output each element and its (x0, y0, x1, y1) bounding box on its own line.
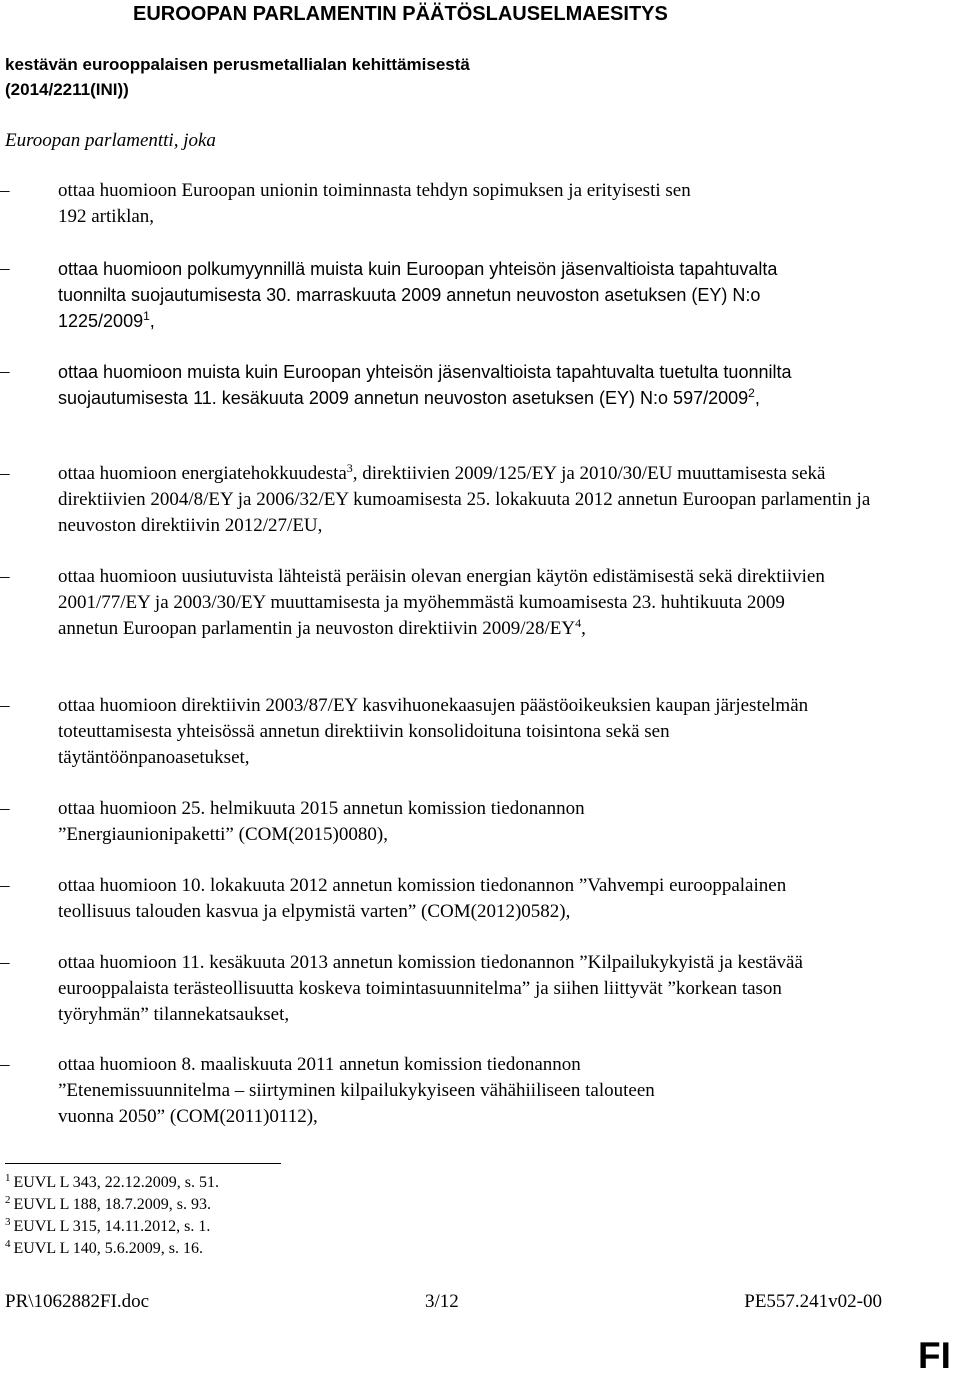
citation-item (0, 796, 860, 848)
dash-bullet: – (0, 566, 10, 587)
citation-body: ottaa huomioon energiatehokkuudesta (58, 463, 347, 484)
procedure-subject (5, 52, 625, 102)
citation-item (0, 873, 860, 925)
citation-line: ”Etenemissuunnitelma – siirtyminen kilpailukykyiseen vähähiiliseen talouteen (58, 1080, 655, 1101)
citation-body: ottaa huomioon muista kuin Euroopan yhteisön jäsenvaltioista tapahtuvalta tuetulta tuonnilta suojautumisesta 11. kesäkuuta 2009 annetun neuvoston asetuksen (EY) N:o 597/2009 (58, 362, 792, 408)
footnote-ref: 1 (143, 309, 150, 323)
citation-text: ottaa huomioon 10. lokakuuta 2012 annetun komission tiedonannon ”Vahvempi eurooppalainen teollisuus talouden kasvua ja elpymistä varten” (COM(2012)0582), (58, 875, 787, 922)
footnote-text: EUVL L 343, 22.12.2009, s. 51. (13, 1174, 219, 1191)
footnote (5, 1238, 219, 1260)
citation-body: , direktiivien 2009/125/EY ja 2010/30/EU muuttamisesta sekä direktiivien 2004/8/EY ja 2006/32/EY kumoamisesta 25. lokakuuta 2012 annetun Euroopan parlamentin ja neuvoston direktiivin 2012/27/EU, (58, 463, 871, 536)
page-title: EUROOPAN PARLAMENTIN PÄÄTÖSLAUSELMAESITYS (133, 3, 668, 25)
citation-end: , (581, 618, 586, 639)
footnote-text: EUVL L 140, 5.6.2009, s. 16. (13, 1240, 203, 1257)
dash-bullet: – (0, 258, 10, 279)
citation-text (58, 461, 873, 539)
footnote-ref: 4 (575, 616, 582, 630)
citation-line: ”Energiaunionipaketti” (COM(2015)0080), (58, 824, 388, 845)
dash-bullet: – (0, 695, 10, 716)
citation-body: ottaa huomioon uusiutuvista lähteistä peräisin olevan energian käytön edistämisestä sekä direktiivien 2001/77/EY ja 2003/30/EY muuttamisesta ja myöhemmästä kumoamisesta 23. huhtikuuta 2009 annetun Euroopan parlamentin ja neuvoston direktiivin 2009/28/EY (58, 566, 825, 639)
dash-bullet: – (0, 180, 10, 201)
dash-bullet: – (0, 463, 10, 484)
footnote-ref: 3 (346, 461, 353, 475)
footnote-number: 4 (5, 1238, 11, 1250)
language-code: FI (918, 1335, 951, 1376)
citation-item (0, 178, 860, 230)
citation-text: ottaa huomioon 11. kesäkuuta 2013 annetun komission tiedonannon ”Kilpailukykyistä ja kestävää eurooppalaista terästeollisuutta koskeva toimintasuunnitelma” ja siihen liittyvät ”korkean tason työryhmän” tilannekatsaukset, (58, 952, 803, 1025)
procedure-number: (2014/2211(INI)) (5, 80, 129, 99)
citation-item (0, 564, 860, 642)
footnote-number: 2 (5, 1194, 11, 1206)
citation-item (0, 461, 871, 539)
citation-text: ottaa huomioon direktiivin 2003/87/EY kasvihuonekaasujen päästöoikeuksien kaupan järjestelmän toteuttamisesta yhteisössä annetun direktiivin konsolidoituna toisintona sekä sen täytäntöönpanoasetukset, (58, 695, 809, 768)
citation-text (58, 359, 833, 411)
page-number: 3/12 (425, 1291, 459, 1312)
subject-title: kestävän eurooppalaisen perusmetallialan kehittämisestä (5, 55, 470, 74)
footnotes (5, 1172, 219, 1260)
footnote-text: EUVL L 315, 14.11.2012, s. 1. (13, 1218, 211, 1235)
document-reference: PR\1062882FI.doc (5, 1291, 150, 1312)
dash-bullet: – (0, 1054, 10, 1075)
citation-end: , (754, 388, 760, 408)
dash-bullet: – (0, 952, 10, 973)
citation-line: ottaa huomioon 8. maaliskuuta 2011 annetun komission tiedonannon (58, 1054, 581, 1075)
citation-line: ottaa huomioon Euroopan unionin toiminnasta tehdyn sopimuksen ja erityisesti sen (58, 180, 691, 201)
citation-item (0, 256, 860, 334)
citation-line: vuonna 2050” (COM(2011)0112), (58, 1106, 318, 1127)
footnote-number: 3 (5, 1216, 11, 1228)
citation-end: , (149, 311, 155, 331)
footnote (5, 1216, 219, 1238)
footnote-ref: 2 (748, 386, 755, 400)
citation-text (58, 256, 803, 334)
intro-text: Euroopan parlamentti, joka (5, 130, 216, 151)
dash-bullet: – (0, 798, 10, 819)
citation-item (0, 359, 860, 411)
citation-body: ottaa huomioon polkumyynnillä muista kuin Euroopan yhteisön jäsenvaltioista tapahtuvalta tuonnilta suojautumisesta 30. marraskuuta 2009 annetun neuvoston asetuksen (EY) N:o 1225/2009 (58, 259, 778, 331)
footnote-number: 1 (5, 1172, 11, 1184)
pe-reference: PE557.241v02-00 (744, 1291, 882, 1312)
citation-item (0, 950, 860, 1028)
citation-item (0, 693, 860, 771)
citation-line: ottaa huomioon 25. helmikuuta 2015 annetun komission tiedonannon (58, 798, 585, 819)
citation-line: 192 artiklan, (58, 206, 155, 227)
dash-bullet: – (0, 875, 10, 896)
footnote (5, 1194, 219, 1216)
footnote-text: EUVL L 188, 18.7.2009, s. 93. (13, 1196, 211, 1213)
citation-item (0, 1052, 860, 1130)
citation-text (58, 564, 843, 642)
footnote-separator (5, 1163, 281, 1164)
footnote (5, 1172, 219, 1194)
dash-bullet: – (0, 361, 10, 382)
